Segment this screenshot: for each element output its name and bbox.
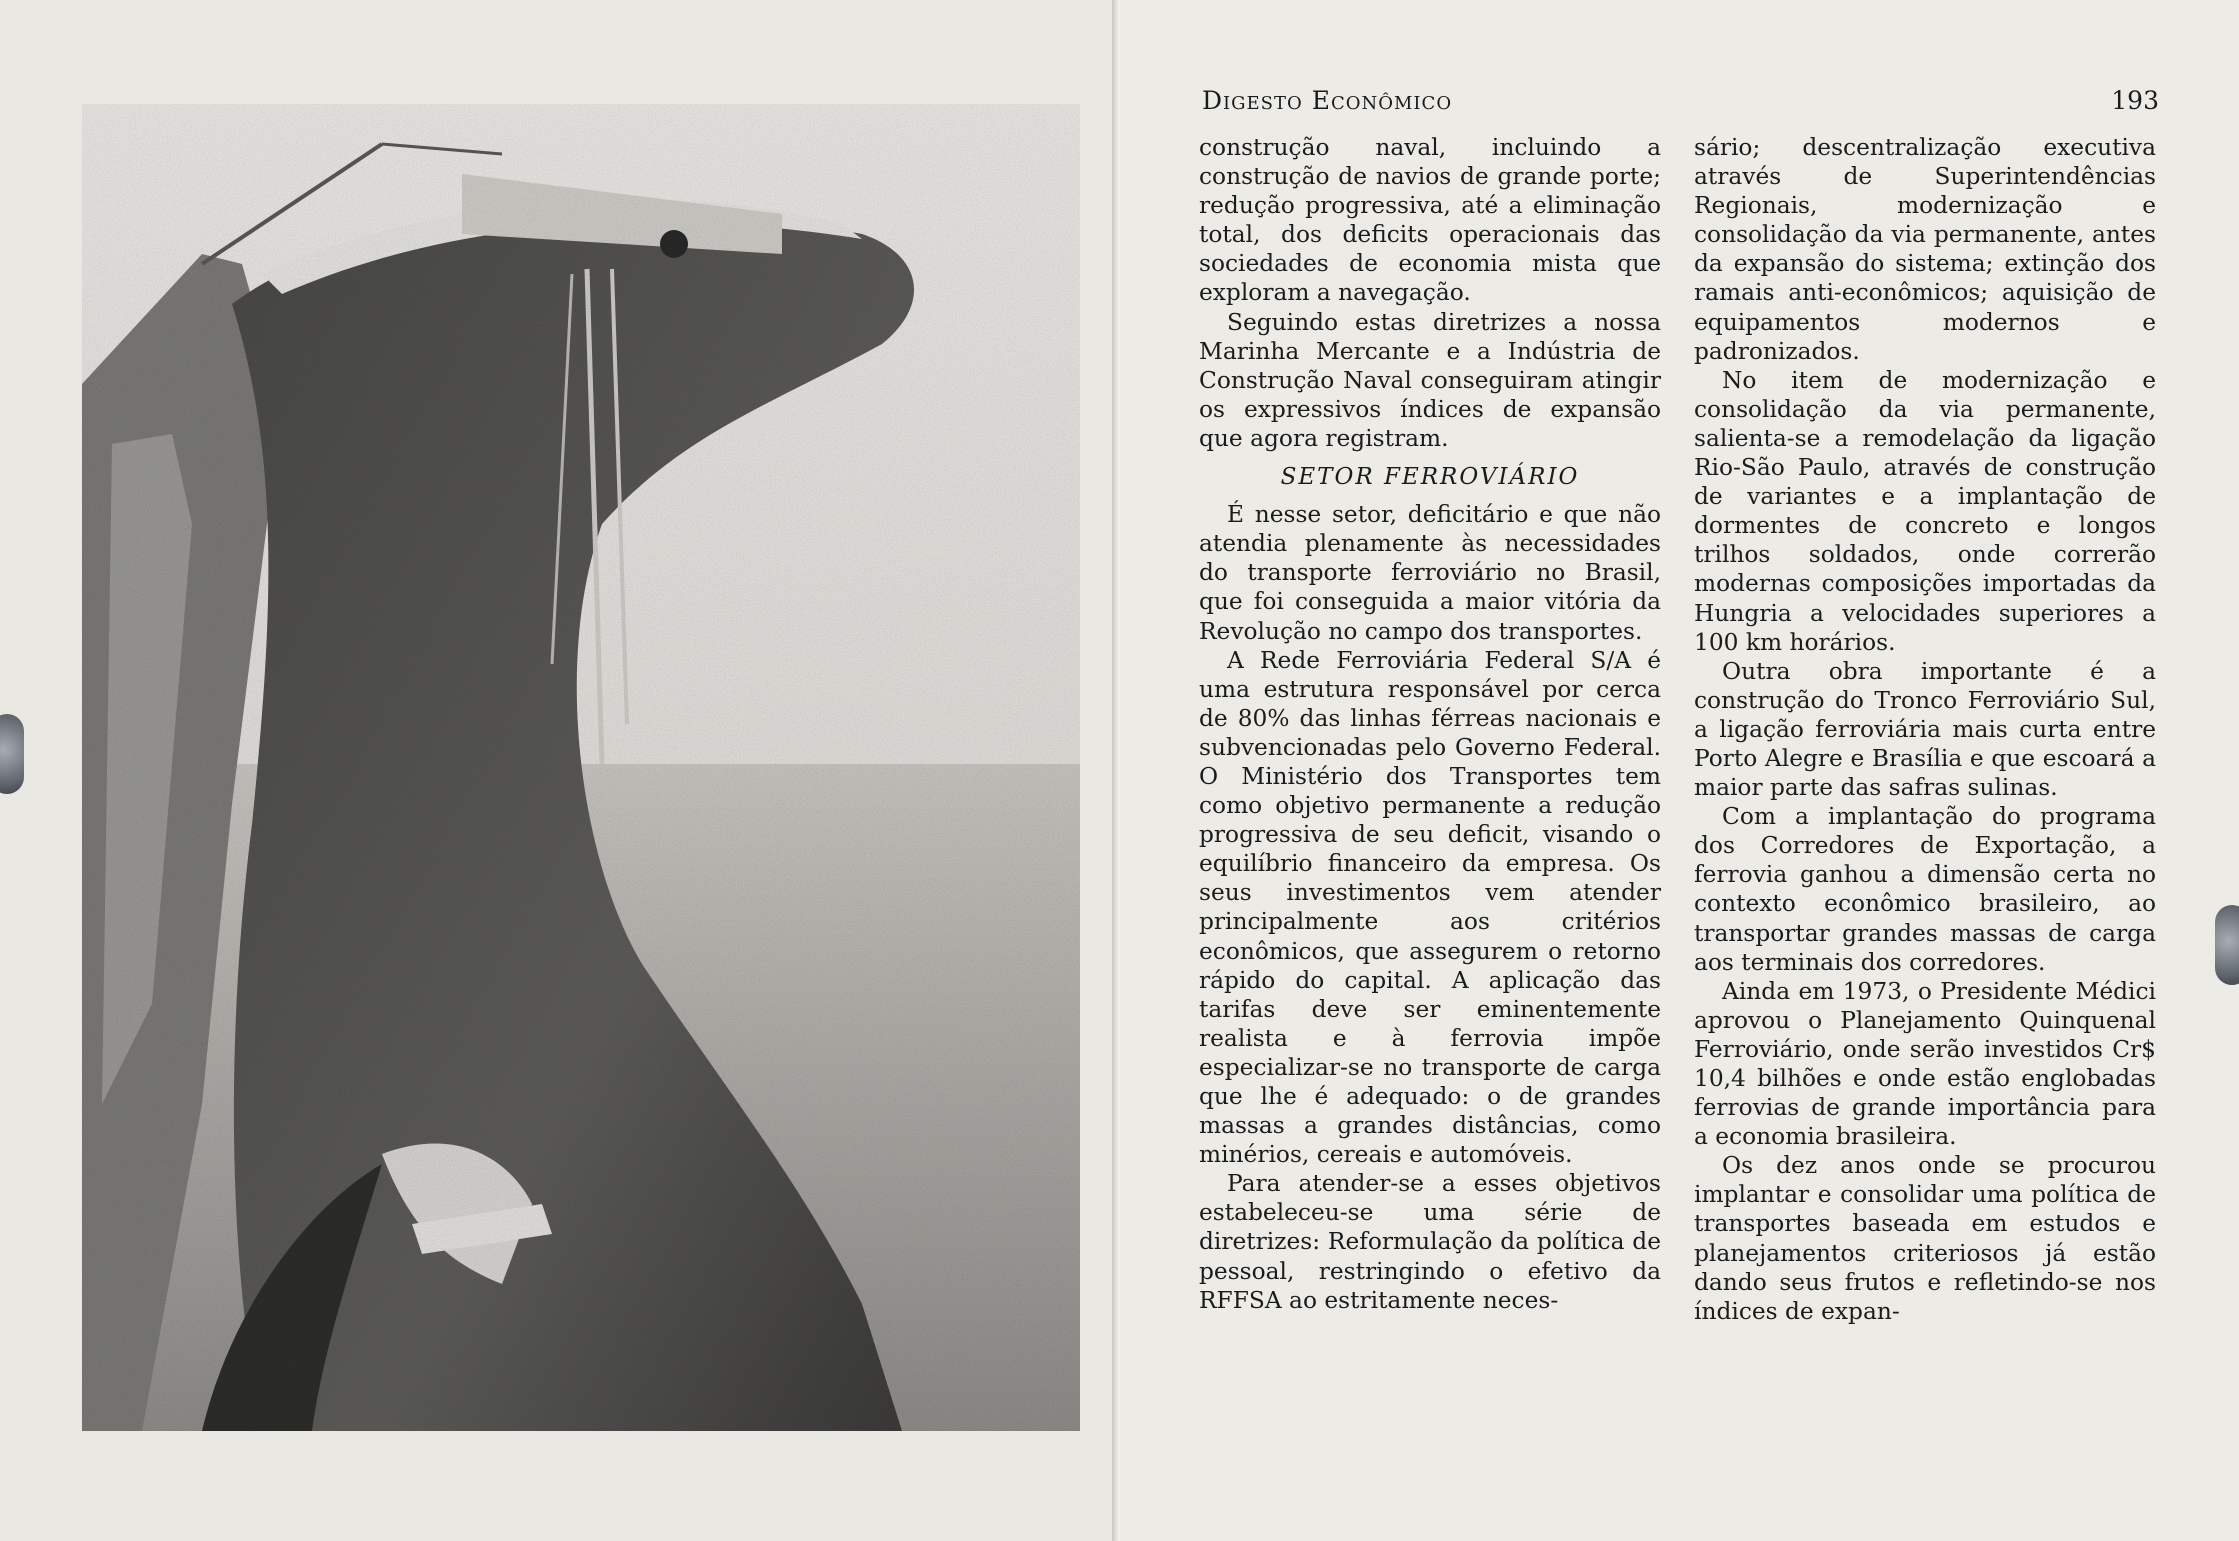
running-head [1202, 86, 2159, 122]
paragraph: Com a implantação do programa dos Corredores de Exportação, a ferrovia ganhou a dimensão certa no contexto econômico brasileiro, ao transportar grandes massas de carga aos terminais dos corredores. [1694, 803, 2156, 976]
binder-hole-right [2215, 905, 2239, 985]
text-column-2 [1694, 133, 2156, 1326]
paragraph: construção naval, incluindo a construção de navios de grande porte; redução progressiva, até a eliminação total, dos deficits operacionais das sociedades de economia mista que exploram a navegação. [1199, 134, 1661, 307]
left-page [0, 0, 1118, 1541]
page-number: 193 [2111, 86, 2159, 115]
paragraph: A Rede Ferroviária Federal S/A é uma estrutura responsável por cerca de 80% das linhas férreas nacionais e subvencionadas pelo Governo Federal. O Ministério dos Transportes tem como objetivo permanente a redução progressiva de seu deficit, visando o equilíbrio financeiro da empresa. Os seus investimentos vem atender principalmente aos critérios econômicos, que assegurem o retorno rápido do capital. A aplicação das tarifas deve ser eminentemente realista e à ferrovia impõe especializar-se no transporte de carga que lhe é adequado: o de grandes massas a grandes distâncias, como minérios, cereais e automóveis. [1199, 646, 1661, 1169]
ship-bow-photo [82, 104, 1080, 1431]
paragraph: Seguindo estas diretrizes a nossa Marinha Mercante e a Indústria de Construção Naval conseguiram atingir os expressivos índices de expansão que agora registram. [1199, 308, 1661, 452]
right-page [1122, 0, 2239, 1541]
paragraph: Ainda em 1973, o Presidente Médici aprovou o Planejamento Quinquenal Ferroviário, onde serão investidos Cr$ 10,4 bilhões e onde estão englobadas ferrovias de grande importância para a economia brasileira. [1694, 977, 2156, 1151]
binder-hole-left [0, 714, 24, 794]
paragraph: Outra obra importante é a construção do Tronco Ferroviário Sul, a ligação ferroviária mais curta entre Porto Alegre e Brasília e que escoará a maior parte das safras sulinas. [1694, 657, 2156, 802]
paragraph: sário; descentralização executiva através de Superintendências Regionais, modernização e consolidação da via permanente, antes da expansão do sistema; extinção dos ramais anti-econômicos; aquisição de equipamentos modernos e padronizados. [1694, 134, 2156, 365]
journal-title: Digesto Econômico [1202, 86, 1453, 115]
paragraph: Os dez anos onde se procurou implantar e consolidar uma política de transportes baseada em estudos e planejamentos criteriosos já estão dando seus frutos e refletindo-se nos índices de expan- [1694, 1152, 2156, 1325]
section-heading: SETOR FERROVIÁRIO [1280, 464, 1580, 491]
paragraph: É nesse setor, deficitário e que não atendia plenamente às necessidades do transporte ferroviário no Brasil, que foi conseguida a maior vitória da Revolução no campo dos transportes. [1199, 501, 1661, 645]
text-column-1 [1199, 133, 1661, 1315]
paragraph: Para atender-se a esses objetivos estabeleceu-se uma série de diretrizes: Reformulação da política de pessoal, restringindo o efetivo da RFFSA ao estritamente neces- [1199, 1170, 1661, 1314]
paragraph: No item de modernização e consolidação da via permanente, salienta-se a remodelação da ligação Rio-São Paulo, através de construção de variantes e a implantação de dormentes de concreto e longos trilhos soldados, onde correrão modernas composições importadas da Hungria a velocidades superiores a 100 km horários. [1694, 366, 2156, 656]
